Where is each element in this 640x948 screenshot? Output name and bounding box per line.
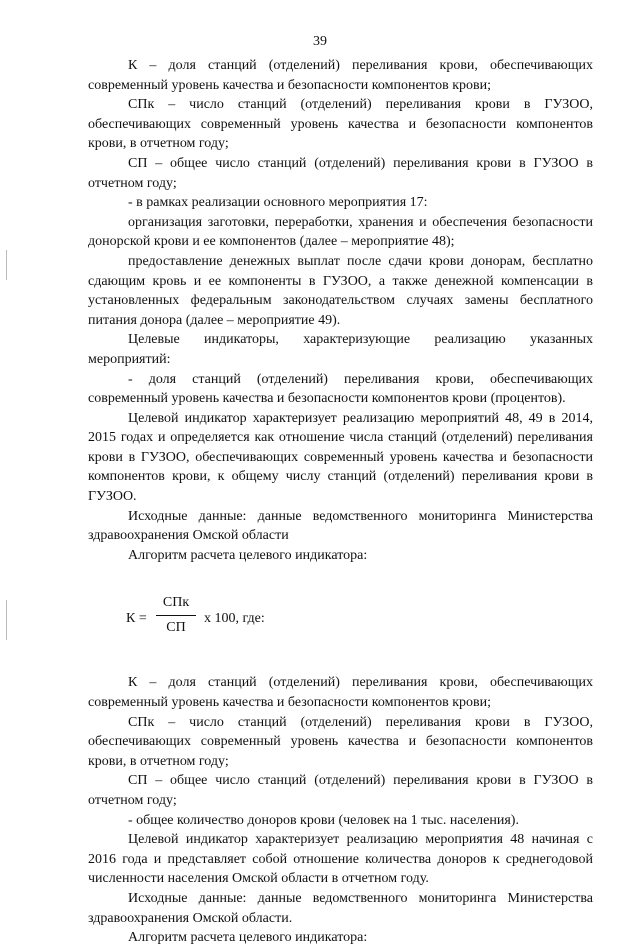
formula-denominator: СП xyxy=(166,620,186,636)
paragraph: Целевой индикатор характеризует реализацию мероприятий 48, 49 в 2014, 2015 годах и определяется как отношение числа станций (отделений) переливания крови в ГУЗОО, обеспечивающих современный уровень качества и безопасности компонентов крови, к общему числу станций (отделений) переливания крови в ГУЗОО. xyxy=(88,410,593,505)
paragraph: К – доля станций (отделений) переливания крови, обеспечивающих современный уровень качества и безопасности компонентов крови; xyxy=(88,58,593,93)
paragraph: СП – общее число станций (отделений) переливания крови в ГУЗОО в отчетном году; xyxy=(88,773,593,808)
page-number: 39 xyxy=(313,34,327,49)
fraction-bar xyxy=(156,615,196,616)
paragraph: Исходные данные: данные ведомственного мониторинга Министерства здравоохранения Омской области. xyxy=(88,890,593,926)
paragraph: Алгоритм расчета целевого индикатора: xyxy=(128,547,368,563)
paragraph: СПк – число станций (отделений) переливания крови в ГУЗОО, обеспечивающих современный уровень качества и безопасности компонентов крови, в отчетном году; xyxy=(88,97,593,152)
scan-margin-mark xyxy=(6,600,7,640)
paragraph: предоставление денежных выплат после сдачи крови донорам, бесплатно сдающим кровь и ее компоненты в ГУЗОО, а также денежной компенсации в установленных федеральным законодательством случаях замены бесплатного питания донора (далее – мероприятие 49). xyxy=(88,253,593,328)
paragraph: организация заготовки, переработки, хранения и обеспечения безопасности донорской крови и ее компонентов (далее – мероприятие 48); xyxy=(88,214,593,250)
formula-rhs: x 100, где: xyxy=(204,611,265,627)
paragraph: СП – общее число станций (отделений) переливания крови в ГУЗОО в отчетном году; xyxy=(88,155,593,191)
body-text xyxy=(88,56,593,948)
formula-numerator: СПк xyxy=(162,595,190,611)
scan-margin-mark xyxy=(6,250,7,280)
paragraph: Целевые индикаторы, характеризующие реализацию указанных мероприятий: xyxy=(88,332,593,367)
formula xyxy=(126,593,593,645)
paragraph: Целевой индикатор характеризует реализацию мероприятия 48 начиная с 2016 года и представляет собой отношение количества доноров к среднегодовой численности населения Омской области в отчетном году. xyxy=(88,832,593,887)
formula-lhs: К = xyxy=(126,611,147,627)
paragraph: - доля станций (отделений) переливания крови, обеспечивающих современный уровень качества и безопасности компонентов крови (процентов). xyxy=(88,371,593,407)
paragraph: - в рамках реализации основного мероприятия 17: xyxy=(128,195,428,211)
paragraph: К – доля станций (отделений) переливания крови, обеспечивающих современный уровень качества и безопасности компонентов крови; xyxy=(88,675,593,711)
paragraph: Исходные данные: данные ведомственного мониторинга Министерства здравоохранения Омской области xyxy=(88,508,593,544)
paragraph: СПк – число станций (отделений) переливания крови в ГУЗОО, обеспечивающих современный уровень качества и безопасности компонентов крови, в отчетном году; xyxy=(88,714,593,769)
paragraph: Алгоритм расчета целевого индикатора: xyxy=(128,930,368,946)
formula-fraction xyxy=(156,593,196,638)
paragraph: - общее количество доноров крови (человек на 1 тыс. населения). xyxy=(128,812,519,828)
